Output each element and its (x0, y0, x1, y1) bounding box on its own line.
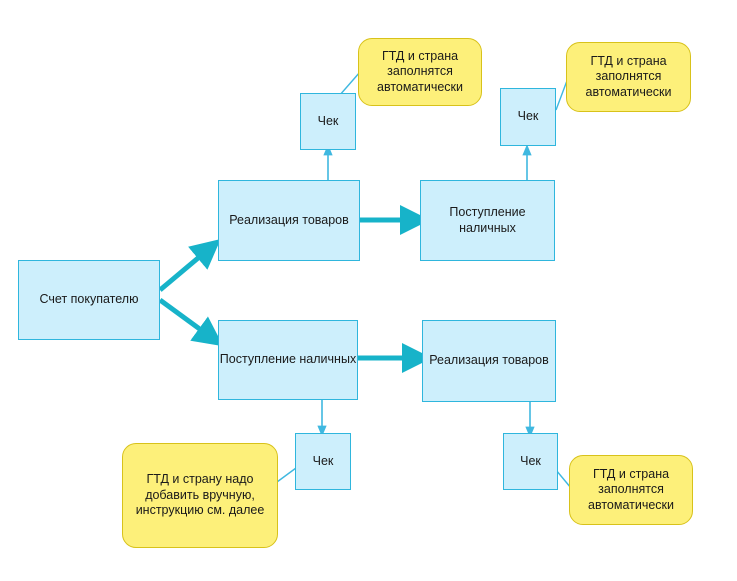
node-sales-top-label: Реализация товаров (229, 212, 349, 227)
edge-invoice-to-cash-bottom (160, 300, 212, 338)
node-sales-top[interactable] (218, 180, 360, 261)
node-cash-bottom[interactable] (218, 320, 358, 400)
node-cash-bottom-label: Поступление наличных (219, 352, 357, 367)
node-check-bottom-right-label: Чек (520, 453, 541, 468)
node-check-top-right[interactable] (500, 88, 556, 146)
note-bottom-left-text: ГТД и страну надо добавить вручную, инструкцию см. далее (135, 472, 265, 518)
node-check-bottom-left-label: Чек (312, 453, 334, 468)
node-sales-bottom[interactable] (422, 320, 556, 402)
note-bottom-right (569, 455, 693, 525)
node-cash-top-label: Поступление наличных (449, 204, 526, 235)
node-check-bottom-left[interactable] (295, 433, 351, 490)
node-invoice[interactable] (18, 260, 160, 340)
note-bottom-right-text: ГТД и страна заполнятся автоматически (588, 466, 674, 512)
note-top-left (358, 38, 482, 106)
link-note-bot-left (277, 468, 296, 482)
node-cash-top[interactable] (420, 180, 555, 261)
node-check-top-left[interactable] (300, 93, 356, 150)
node-sales-bottom-label: Реализация товаров (429, 353, 549, 368)
note-top-right-text: ГТД и страна заполнятся автоматически (585, 53, 672, 99)
note-bottom-left (122, 443, 278, 548)
node-invoice-label: Счет покупателю (39, 292, 139, 307)
node-check-top-left-label: Чек (317, 113, 339, 128)
node-check-top-right-label: Чек (517, 109, 539, 124)
note-top-left-text: ГТД и страна заполнятся автоматически (377, 48, 463, 94)
node-check-bottom-right[interactable] (503, 433, 558, 490)
edge-invoice-to-sales-top (160, 248, 210, 290)
note-top-right (566, 42, 691, 112)
